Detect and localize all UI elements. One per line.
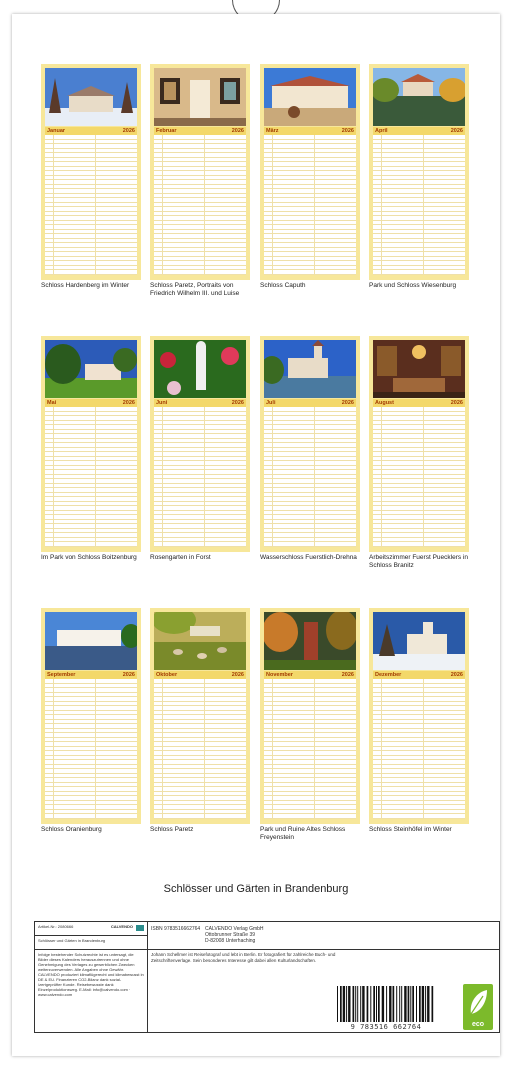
title-cell <box>35 936 147 950</box>
month-panel <box>369 336 469 570</box>
day-grid <box>264 407 356 547</box>
month-caption: Schloss Hardenberg im Winter <box>41 282 130 289</box>
footer-left-column <box>35 922 148 1032</box>
month-name: Juni <box>156 400 168 406</box>
month-name: August <box>375 400 394 406</box>
month-panel <box>260 608 360 842</box>
photo-winter-castle <box>45 68 137 126</box>
day-row <box>264 542 356 547</box>
month-frame <box>260 608 360 824</box>
month-name: April <box>375 128 388 134</box>
day-grid <box>154 135 246 275</box>
photo-courtyard <box>264 68 356 126</box>
month-name: März <box>266 128 279 134</box>
month-year: 2026 <box>122 128 135 134</box>
month-caption: Schloss Paretz <box>150 826 194 833</box>
month-year: 2026 <box>231 128 244 134</box>
month-name: November <box>266 672 293 678</box>
month-photo <box>373 68 465 126</box>
photo-oranienburg <box>45 612 137 670</box>
month-frame <box>150 608 250 824</box>
day-row <box>154 814 246 819</box>
photo-water-castle <box>264 340 356 398</box>
month-name: Oktober <box>156 672 178 678</box>
month-caption: Rosengarten in Forst <box>150 554 211 561</box>
barcode-number: 9 783516 662764 <box>350 1023 422 1031</box>
month-caption: Schloss Steinhöfel im Winter <box>369 826 452 833</box>
month-year: 2026 <box>450 672 463 678</box>
month-year: 2026 <box>231 672 244 678</box>
month-panel <box>369 64 469 290</box>
day-row <box>373 814 465 819</box>
month-frame <box>150 336 250 552</box>
month-header <box>264 671 356 679</box>
month-header <box>154 671 246 679</box>
month-year: 2026 <box>122 400 135 406</box>
month-frame <box>150 64 250 280</box>
month-name: September <box>47 672 76 678</box>
month-year: 2026 <box>341 672 354 678</box>
footer-divider <box>147 949 499 950</box>
barcode-bars <box>333 986 439 1022</box>
brand-logo: CALVENDO <box>110 924 133 929</box>
photo-study-room <box>373 340 465 398</box>
month-frame <box>41 64 141 280</box>
photo-lake-park <box>373 68 465 126</box>
legal-text: Infolge bestehender Schutzrechte ist es untersagt, die Bilder dieses Kalenders herauszutrennen und ohne Genehmigung des Verlages zu gewerblichen Zwecken weiterzuverwenden. Alle Angaben ohne Gewähr. CALVENDO produziert klimaflügerecht und klimabewusst in DE & EU. Finanzieren CO2-Bilanz dank sozial- /zertgeprüfter Kunde. Reisebewusste dank Einzelproduktionsweg. E-Mail: info@calvendo.com · www.calvendo.com <box>38 952 144 997</box>
month-header <box>373 671 465 679</box>
month-photo <box>45 340 137 398</box>
eco-badge <box>463 984 493 1030</box>
month-panel <box>41 336 141 562</box>
photo-rose-garden <box>154 340 246 398</box>
barcode <box>333 986 439 1030</box>
photo-winter-steinhoefel <box>373 612 465 670</box>
brand-mark-icon <box>136 925 144 931</box>
month-panel <box>150 336 250 562</box>
month-year: 2026 <box>341 400 354 406</box>
month-caption: Park und Ruine Altes Schloss Freyenstein <box>260 826 346 841</box>
eco-label: eco <box>471 1021 485 1028</box>
day-grid <box>373 135 465 275</box>
month-frame <box>41 608 141 824</box>
month-photo <box>154 340 246 398</box>
month-frame <box>260 336 360 552</box>
month-year: 2026 <box>450 400 463 406</box>
photo-sheep-meadow <box>154 612 246 670</box>
isbn-text: ISBN 9783516662764 <box>151 926 201 932</box>
month-header <box>373 127 465 135</box>
back-cover-footer <box>34 921 500 1033</box>
author-bio: Johann Schellmer ist Reisefotograf und lebt in Berlin. Er fotografiert für zahlreiche Buch- und Zeitschriftenverlage. Sein besonderes Interesse gilt dabei allen Kulturlandschaften. <box>151 952 336 963</box>
publisher-address <box>205 926 264 944</box>
day-row <box>264 814 356 819</box>
article-cell <box>35 922 147 936</box>
month-header <box>45 399 137 407</box>
month-photo <box>373 612 465 670</box>
footer-calendar-title: Schlösser und Gärten in Brandenburg <box>38 938 106 943</box>
legal-cell <box>35 950 147 1032</box>
day-row <box>45 814 137 819</box>
month-header <box>45 671 137 679</box>
month-year: 2026 <box>231 400 244 406</box>
month-panel <box>41 64 141 290</box>
month-photo <box>45 612 137 670</box>
month-caption: Im Park von Schloss Boitzenburg <box>41 554 137 561</box>
day-grid <box>45 407 137 547</box>
month-year: 2026 <box>122 672 135 678</box>
month-panel <box>150 64 250 298</box>
month-caption: Schloss Oranienburg <box>41 826 102 833</box>
month-photo <box>264 68 356 126</box>
day-grid <box>45 135 137 275</box>
calendar-title: Schlösser und Gärten in Brandenburg <box>163 883 349 895</box>
day-grid <box>264 135 356 275</box>
month-year: 2026 <box>450 128 463 134</box>
day-grid <box>154 679 246 819</box>
month-header <box>154 399 246 407</box>
publisher-name: CALVENDO Verlag GmbH <box>205 926 264 932</box>
month-header <box>264 399 356 407</box>
month-photo <box>264 340 356 398</box>
day-row <box>373 270 465 275</box>
month-photo <box>154 612 246 670</box>
publisher-street: Ottobrunner Straße 39 <box>205 932 256 938</box>
month-frame <box>369 64 469 280</box>
month-photo <box>154 68 246 126</box>
day-grid <box>373 407 465 547</box>
month-frame <box>260 64 360 280</box>
month-caption: Park und Schloss Wiesenburg <box>369 282 457 289</box>
month-name: Januar <box>47 128 66 134</box>
day-row <box>373 542 465 547</box>
month-photo <box>373 340 465 398</box>
month-name: Mai <box>47 400 57 406</box>
month-panel <box>150 608 250 834</box>
month-year: 2026 <box>341 128 354 134</box>
day-row <box>154 542 246 547</box>
article-number: Artikel-Nr.: 2080666 <box>38 924 74 929</box>
month-caption: Schloss Caputh <box>260 282 306 289</box>
month-name: Februar <box>156 128 177 134</box>
month-header <box>45 127 137 135</box>
day-row <box>45 542 137 547</box>
month-frame <box>369 336 469 552</box>
month-panel <box>260 336 360 562</box>
month-caption: Schloss Paretz, Portraits von Friedrich Wilhelm III. und Luise <box>150 282 240 297</box>
month-photo <box>45 68 137 126</box>
day-grid <box>264 679 356 819</box>
month-panel <box>369 608 469 834</box>
month-panel <box>260 64 360 290</box>
month-panel <box>41 608 141 834</box>
day-grid <box>45 679 137 819</box>
month-frame <box>369 608 469 824</box>
month-photo <box>264 612 356 670</box>
month-frame <box>41 336 141 552</box>
month-name: Dezember <box>375 672 402 678</box>
photo-park-castle <box>45 340 137 398</box>
footer-right-column <box>147 922 499 1032</box>
month-name: Juli <box>266 400 276 406</box>
month-header <box>264 127 356 135</box>
day-row <box>264 270 356 275</box>
month-caption: Arbeitszimmer Fuerst Puecklers in Schloss Branitz <box>369 554 468 569</box>
photo-interior-portraits <box>154 68 246 126</box>
month-caption: Wasserschloss Fuerstlich-Drehna <box>260 554 357 561</box>
publisher-city: D-82008 Unterhaching <box>205 938 256 944</box>
day-row <box>45 270 137 275</box>
photo-ruin-autumn <box>264 612 356 670</box>
day-grid <box>154 407 246 547</box>
day-grid <box>373 679 465 819</box>
month-header <box>154 127 246 135</box>
month-header <box>373 399 465 407</box>
day-row <box>154 270 246 275</box>
